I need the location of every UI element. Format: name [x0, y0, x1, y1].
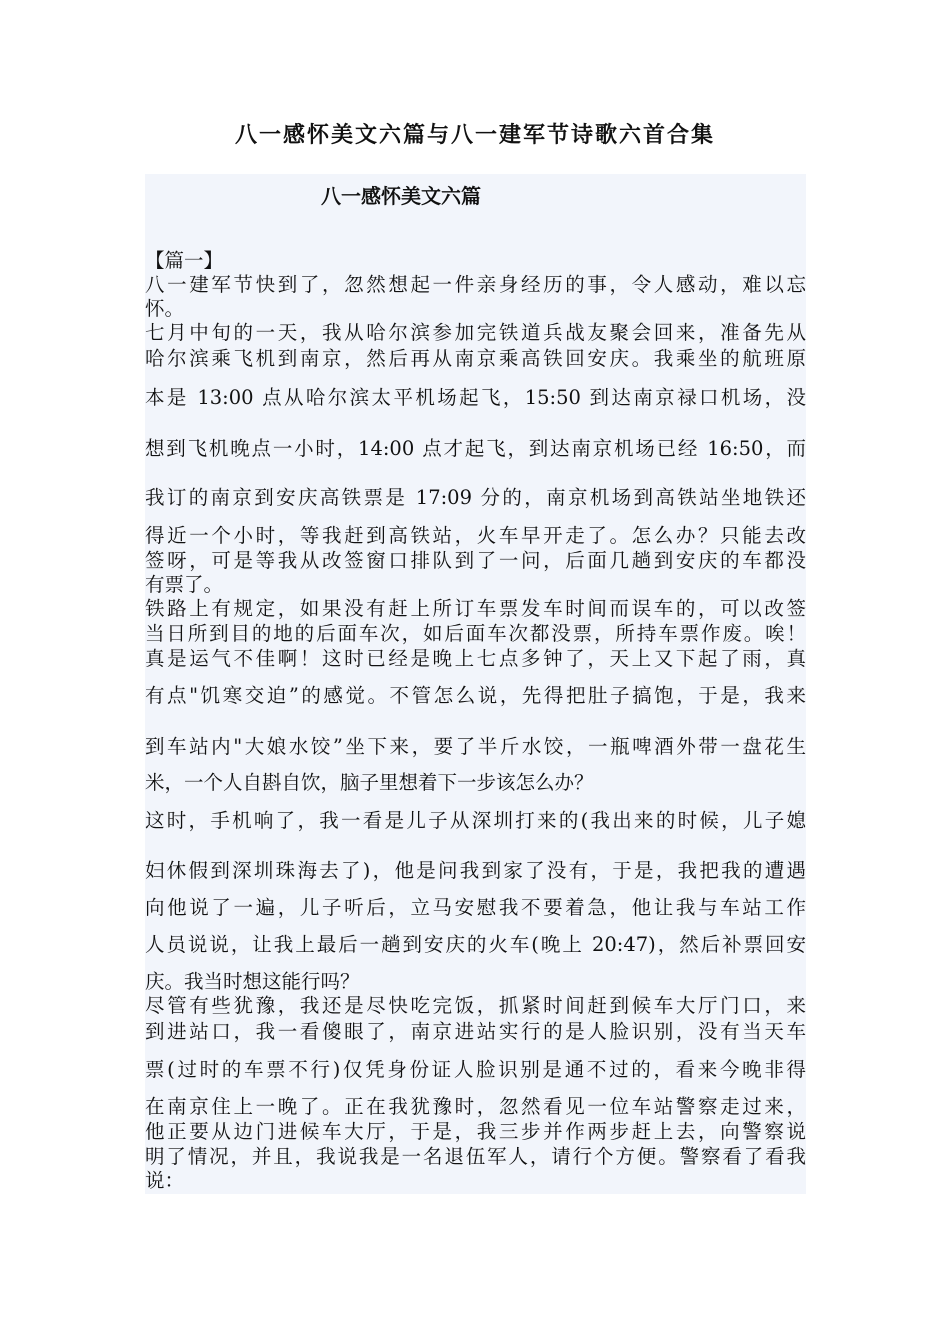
section-title: 八一感怀美文六篇: [321, 184, 481, 208]
paragraph-line: 向他说了一遍，儿子听后，立马安慰我不要着急，他让我与车站工作: [145, 896, 806, 919]
paragraph-line: 得近一个小时，等我赶到高铁站，火车早开走了。怎么办？只能去改: [145, 524, 806, 547]
paragraph-line: 尽管有些犹豫，我还是尽快吃完饭，抓紧时间赶到候车大厅门口，来: [145, 994, 806, 1017]
paragraph-line: 七月中旬的一天，我从哈尔滨参加完铁道兵战友聚会回来，准备先从: [145, 321, 806, 344]
paragraph-line: 到车站内"大娘水饺”坐下来，要了半斤水饺，一瓶啤酒外带一盘花生: [145, 735, 806, 758]
document-title: 八一感怀美文六篇与八一建军节诗歌六首合集: [234, 122, 715, 148]
paragraph-line: 【篇一】: [145, 249, 224, 272]
paragraph-line: 当日所到目的地的后面车次，如后面车次都没票，所持车票作废。唉！: [145, 622, 806, 645]
paragraph-line: 明了情况，并且，我说我是一名退伍军人，请行个方便。警察看了看我: [145, 1145, 806, 1168]
paragraph-line: 哈尔滨乘飞机到南京，然后再从南京乘高铁回安庆。我乘坐的航班原: [145, 347, 806, 370]
paragraph-line: 有点"饥寒交迫”的感觉。不管怎么说，先得把肚子搞饱，于是，我来: [145, 684, 806, 707]
article-body: [145, 174, 806, 1194]
paragraph-line: 签呀，可是等我从改签窗口排队到了一问，后面几趟到安庆的车都没: [145, 549, 806, 572]
paragraph-line: 在南京住上一晚了。正在我犹豫时，忽然看见一位车站警察走过来，: [145, 1095, 806, 1118]
paragraph-line: 这时，手机响了，我一看是儿子从深圳打来的(我出来的时候，儿子媳: [145, 809, 806, 832]
paragraph-line: 有票了。: [145, 573, 224, 596]
paragraph-line: 我订的南京到安庆高铁票是 17:09 分的，南京机场到高铁站坐地铁还: [145, 486, 806, 509]
paragraph-line: 米，一个人自斟自饮，脑子里想着下一步该怎么办？: [145, 771, 594, 794]
paragraph-line: 庆。我当时想这能行吗？: [145, 970, 360, 993]
paragraph-line: 想到飞机晚点一小时，14:00 点才起飞，到达南京机场已经 16:50，而: [145, 437, 806, 460]
paragraph-line: 到进站口，我一看傻眼了，南京进站实行的是人脸识别，没有当天车: [145, 1020, 806, 1043]
paragraph-line: 八一建军节快到了，忽然想起一件亲身经历的事，令人感动，难以忘: [145, 273, 806, 296]
paragraph-line: 说：: [145, 1169, 185, 1192]
paragraph-line: 妇休假到深圳珠海去了)，他是问我到家了没有，于是，我把我的遭遇: [145, 859, 806, 882]
paragraph-line: 铁路上有规定，如果没有赶上所订车票发车时间而误车的，可以改签: [145, 597, 806, 620]
paragraph-line: 票(过时的车票不行)仅凭身份证人脸识别是通不过的，看来今晚非得: [145, 1058, 806, 1081]
paragraph-line: 怀。: [145, 297, 185, 320]
paragraph-line: 本是 13:00 点从哈尔滨太平机场起飞，15:50 到达南京禄口机场，没: [145, 386, 806, 409]
paragraph-line: 他正要从边门进候车大厅，于是，我三步并作两步赶上去，向警察说: [145, 1120, 806, 1143]
paragraph-line: 人员说说，让我上最后一趟到安庆的火车(晚上 20:47)，然后补票回安: [145, 933, 806, 956]
paragraph-line: 真是运气不佳啊！这时已经是晚上七点多钟了，天上又下起了雨，真: [145, 647, 806, 670]
